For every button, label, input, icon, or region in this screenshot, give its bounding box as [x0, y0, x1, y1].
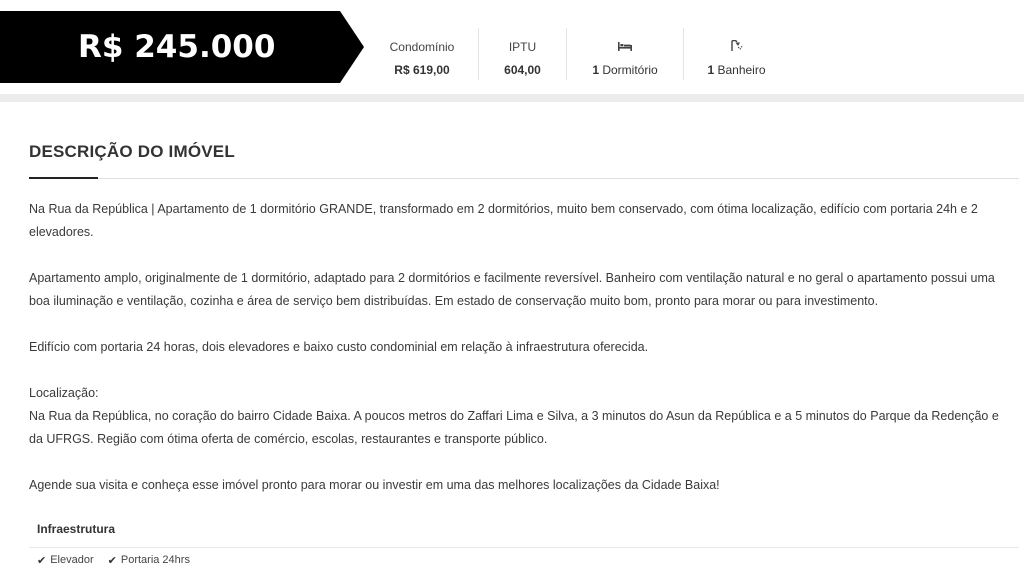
description-paragraph: Na Rua da República | Apartamento de 1 dormitório GRANDE, transformado em 2 dormitórios, muito bem conservado, com ótima localização, edifício com portaria 24h e 2 elevadores.: [29, 202, 978, 239]
condominio-label: Condomínio: [389, 40, 455, 54]
stat-dormitorio: [567, 28, 684, 80]
description-paragraph: Agende sua visita e conheça esse imóvel pronto para morar ou investir em uma das melhores localizações da Cidade Baixa!: [29, 478, 720, 492]
infrastructure-item-label: Elevador: [50, 554, 94, 566]
property-stats: [366, 28, 789, 80]
location-text: Na Rua da República, no coração do bairro Cidade Baixa. A poucos metros do Zaffari Lima e Silva, a 3 minutos do Asun da República e a 5 minutos do Parque da Redenção e da UFRGS. Região com ótima oferta de comércio, escolas, restaurantes e transporte público.: [29, 409, 999, 446]
infrastructure-title: Infraestrutura: [37, 522, 116, 536]
property-header: [0, 0, 1024, 94]
infrastructure-item: [37, 552, 94, 568]
bed-icon: [618, 38, 632, 56]
section-title: DESCRIÇÃO DO IMÓVEL: [29, 142, 235, 161]
location-label: Localização:: [29, 386, 99, 400]
description-paragraph-location: [29, 382, 1009, 451]
description-paragraph: Apartamento amplo, originalmente de 1 dormitório, adaptado para 2 dormitórios e facilmente reversível. Banheiro com ventilação natural e no geral o apartamento possui uma boa iluminação e ventilação, cozinha e área de serviço bem distribuídas. Em estado de conservação muito bom, pronto para morar ou para investimento.: [29, 271, 995, 308]
price-banner-arrow: [340, 11, 364, 83]
dormitorio-value: [592, 61, 657, 79]
dormitorio-unit: Dormitório: [602, 63, 658, 77]
banheiro-value: [707, 61, 765, 79]
infrastructure-list: [37, 552, 190, 568]
banheiro-count: 1: [707, 63, 715, 77]
description-paragraph: Edifício com portaria 24 horas, dois elevadores e baixo custo condominial em relação à infraestrutura oferecida.: [29, 340, 649, 354]
stat-banheiro: [684, 28, 789, 80]
shower-icon: [731, 38, 743, 56]
title-divider-accent: [29, 177, 98, 179]
infrastructure-divider: [29, 547, 1019, 548]
check-icon: ✔: [107, 554, 117, 567]
infrastructure-item-label: Portaria 24hrs: [120, 554, 190, 566]
condominio-value: R$ 619,00: [394, 63, 450, 77]
iptu-label: IPTU: [508, 40, 537, 54]
property-price: R$ 245.000: [78, 29, 276, 65]
stat-condominio: [366, 28, 479, 80]
property-description: [29, 198, 1009, 520]
header-divider: [0, 94, 1024, 102]
banheiro-unit: Banheiro: [717, 63, 766, 77]
title-divider: [29, 178, 1019, 179]
infrastructure-item: [108, 552, 190, 568]
iptu-value: 604,00: [504, 63, 541, 77]
dormitorio-count: 1: [592, 63, 599, 77]
description-panel: [0, 102, 1024, 576]
stat-iptu: [479, 28, 567, 80]
check-icon: ✔: [37, 554, 47, 567]
